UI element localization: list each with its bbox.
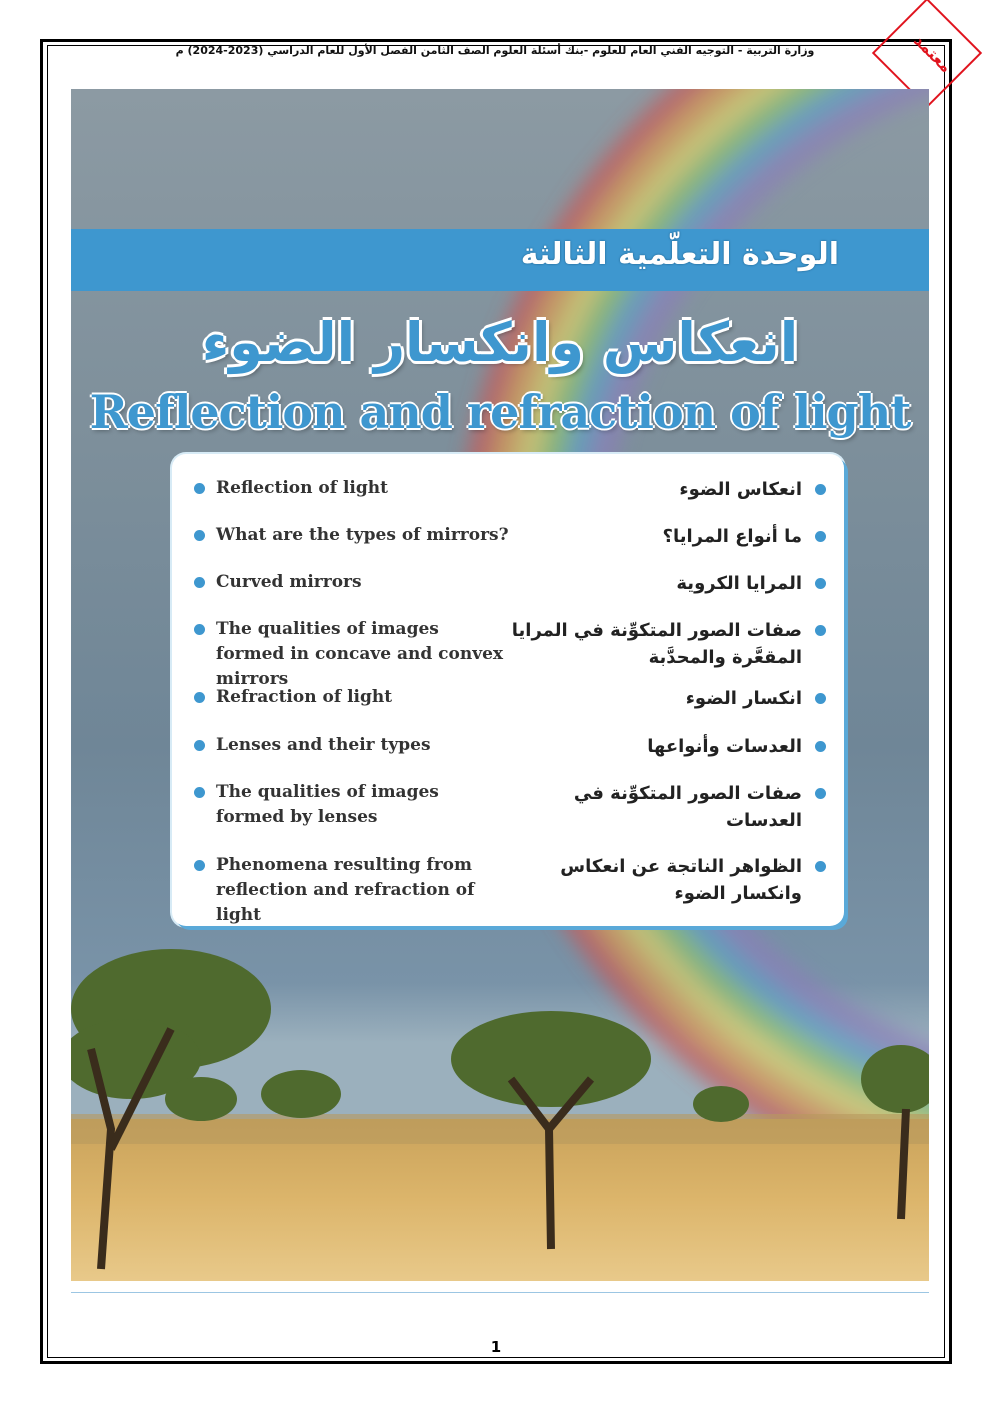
topic-ar bbox=[500, 523, 830, 550]
topic-ar bbox=[500, 780, 830, 834]
topic-en-text: What are the types of mirrors? bbox=[216, 525, 509, 545]
topic-en bbox=[192, 523, 512, 548]
title-english: Reflection and refraction of light bbox=[89, 385, 911, 439]
bullet-icon bbox=[194, 787, 205, 798]
topic-en-text: The qualities of images formed by lenses bbox=[216, 782, 439, 827]
topic-ar-text: صفات الصور المتكوِّنة في المرايا المقعَّرة والمحدَّبة bbox=[511, 620, 802, 668]
topic-en bbox=[192, 780, 512, 830]
bullet-icon bbox=[194, 860, 205, 871]
topic-en-text: Phenomena resulting from reflection and refraction of light bbox=[216, 855, 475, 925]
bullet-icon bbox=[194, 692, 205, 703]
bullet-icon bbox=[194, 483, 205, 494]
cover-image bbox=[71, 89, 929, 1281]
bullet-icon bbox=[194, 624, 205, 635]
topic-ar bbox=[500, 570, 830, 597]
bullet-icon bbox=[815, 861, 826, 872]
bullet-icon bbox=[815, 788, 826, 799]
title-arabic: انعكاس وانكسار الضوء bbox=[201, 311, 799, 374]
approval-stamp-text: معتمد bbox=[910, 30, 956, 77]
topic-en-text: Reflection of light bbox=[216, 478, 388, 498]
bullet-icon bbox=[815, 625, 826, 636]
topic-ar-text: المرايا الكروية bbox=[676, 573, 802, 594]
unit-banner bbox=[71, 229, 929, 291]
topic-ar-text: ما أنواع المرايا؟ bbox=[662, 526, 802, 547]
savanna-landscape bbox=[71, 889, 929, 1281]
topic-ar-text: صفات الصور المتكوِّنة في العدسات bbox=[573, 783, 802, 831]
bullet-icon bbox=[194, 577, 205, 588]
topic-en bbox=[192, 570, 512, 595]
topic-en bbox=[192, 476, 512, 501]
topic-en-text: The qualities of images formed in concave and convex mirrors bbox=[216, 619, 504, 689]
footer-divider bbox=[71, 1292, 929, 1293]
topic-ar-text: الظواهر الناتجة عن انعكاس وانكسار الضوء bbox=[560, 856, 802, 904]
bullet-icon bbox=[194, 530, 205, 541]
topic-en bbox=[192, 733, 512, 758]
topic-en-text: Lenses and their types bbox=[216, 735, 431, 755]
page-number: 1 bbox=[490, 1338, 502, 1356]
topic-en bbox=[192, 617, 512, 692]
topic-ar bbox=[500, 617, 830, 671]
bullet-icon bbox=[815, 741, 826, 752]
topic-ar-text: انعكاس الضوء bbox=[679, 479, 802, 500]
topic-ar bbox=[500, 685, 830, 712]
bullet-icon bbox=[194, 740, 205, 751]
bullet-icon bbox=[815, 484, 826, 495]
topic-ar-text: انكسار الضوء bbox=[685, 688, 802, 709]
topic-en bbox=[192, 685, 512, 710]
unit-label: الوحدة التعلّمية الثالثة bbox=[520, 237, 839, 272]
topic-en-text: Refraction of light bbox=[216, 687, 393, 707]
topic-ar bbox=[500, 733, 830, 760]
topic-ar bbox=[500, 476, 830, 503]
topic-ar-text: العدسات وأنواعها bbox=[647, 736, 802, 757]
contents-box bbox=[172, 454, 844, 926]
bullet-icon bbox=[815, 578, 826, 589]
bullet-icon bbox=[815, 693, 826, 704]
bullet-icon bbox=[815, 531, 826, 542]
page-header: وزارة التربية - التوجيه الفني العام للعلوم -بنك أسئلة العلوم الصف الثامن الفصل الأول للعام الدراسي (2023-2024) م bbox=[175, 44, 815, 57]
topic-en-text: Curved mirrors bbox=[216, 572, 362, 592]
